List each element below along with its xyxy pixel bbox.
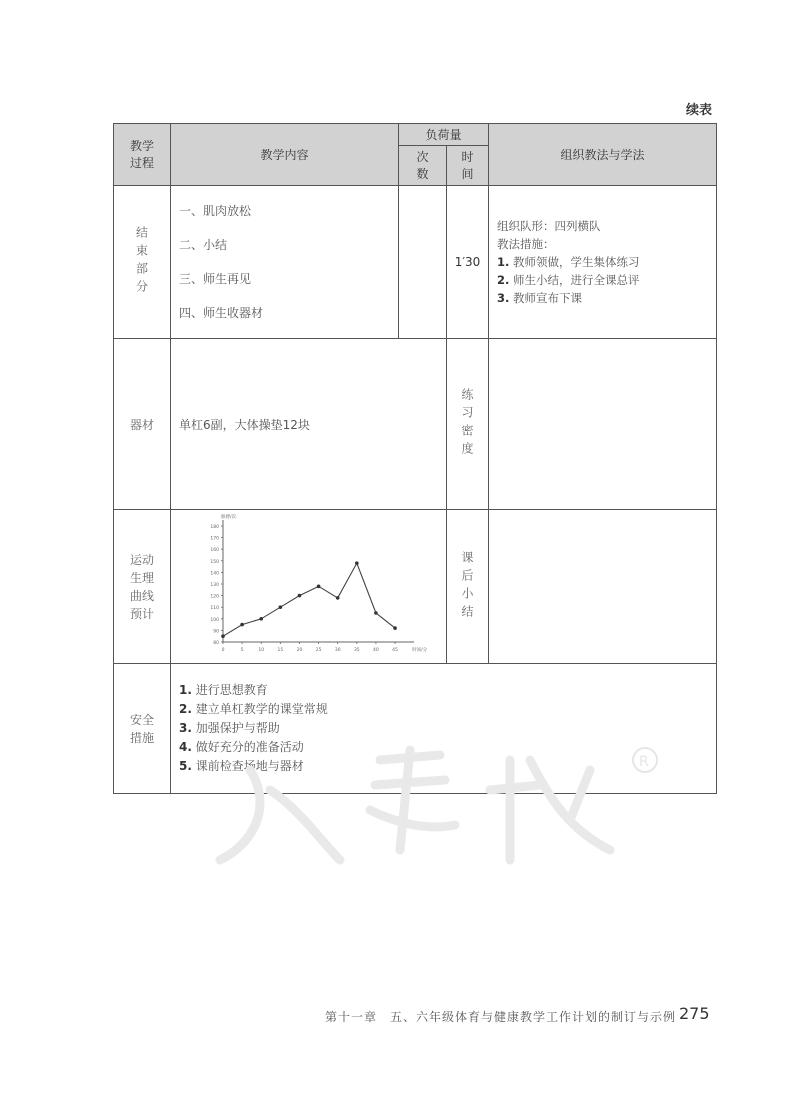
y-tick-label: 150 [210, 559, 219, 565]
method-step: 3. 教师宣布下课 [497, 291, 583, 305]
page-footer: 第十一章 五、六年级体育与健康教学工作计划的制订与示例 [325, 1010, 677, 1024]
header-time: 时间 [447, 146, 489, 186]
header-content: 教学内容 [171, 124, 399, 186]
x-tick-label: 35 [353, 648, 360, 653]
y-tick-label: 90 [213, 629, 219, 635]
safety-item: 3. 加强保护与帮助 [179, 721, 280, 735]
y-tick-label: 80 [213, 641, 219, 646]
pulse-point [355, 561, 359, 565]
pulse-point [298, 594, 302, 598]
y-tick-label: 170 [210, 536, 219, 542]
x-tick-label: 25 [315, 648, 322, 653]
safety-item: 2. 建立单杠教学的课堂常规 [179, 702, 328, 716]
header-stage: 教学过程 [114, 124, 171, 186]
y-axis-label: 脉搏/次 [221, 515, 237, 520]
x-tick-label: 0 [221, 648, 225, 653]
ending-item: 二、小结 [179, 238, 228, 252]
equipment-text: 单杠6副，大体操垫12块 [171, 339, 447, 510]
physiology-curve-chart [175, 512, 451, 662]
x-tick-label: 45 [392, 648, 398, 653]
pulse-point [240, 623, 244, 627]
method-step: 2. 师生小结，进行全课总评 [497, 273, 640, 287]
header-count: 次数 [399, 146, 447, 186]
summary-value-cell [489, 510, 717, 664]
pulse-point [279, 605, 283, 609]
ending-stage-cell [114, 186, 171, 339]
y-tick-label: 180 [210, 525, 219, 530]
pulse-point [317, 585, 321, 589]
ending-method-cell [489, 186, 717, 339]
density-label: 练习密度 [460, 388, 474, 460]
ending-count-cell [399, 186, 447, 339]
density-value-cell [489, 339, 717, 510]
x-tick-label: 15 [277, 648, 284, 653]
safety-label-cell [114, 664, 171, 794]
curve-chart-cell [171, 510, 447, 664]
ending-time-cell: 1′30 [447, 186, 489, 339]
equipment-label: 器材 [114, 339, 171, 510]
ending-content-cell [171, 186, 399, 339]
safety-item: 4. 做好充分的准备活动 [179, 740, 304, 754]
curve-label-cell [114, 510, 171, 664]
header-method: 组织教法与学法 [489, 124, 717, 186]
safety-item: 1. 进行思想教育 [179, 683, 268, 697]
safety-item: 5. 课前检查场地与器材 [179, 759, 304, 773]
x-tick-label: 40 [373, 648, 379, 653]
y-tick-label: 110 [210, 606, 219, 612]
y-tick-label: 160 [210, 548, 219, 554]
ending-item: 三、师生再见 [179, 272, 252, 286]
summary-label-cell [447, 510, 489, 664]
svg-text:R: R [639, 754, 649, 770]
pulse-point [393, 626, 397, 630]
x-tick-label: 20 [296, 648, 303, 653]
header-load: 负荷量 [399, 124, 489, 146]
method-line: 组织队形：四列横队 [497, 219, 601, 233]
ending-stage-label: 结束部分 [134, 226, 149, 298]
safety-label: 安全措施 [129, 712, 154, 745]
x-tick-label: 10 [258, 648, 265, 653]
pulse-point [259, 617, 263, 621]
x-axis-label: 时间/分 [412, 648, 428, 653]
safety-cell [171, 664, 717, 794]
x-tick-label: 30 [334, 648, 341, 653]
x-tick-label: 5 [240, 648, 244, 653]
pulse-curve-line [223, 563, 395, 636]
continued-label: 续表 [685, 103, 712, 118]
pulse-point [221, 634, 225, 638]
pulse-point [374, 611, 378, 615]
y-tick-label: 120 [210, 594, 219, 600]
curve-label: 运动生理曲线预计 [129, 552, 154, 621]
density-label-cell [447, 339, 489, 510]
pulse-point [336, 596, 340, 600]
y-tick-label: 140 [210, 571, 219, 577]
summary-label: 课后小结 [460, 550, 474, 623]
method-step: 1. 教师领做，学生集体练习 [497, 255, 640, 269]
lesson-plan-table [113, 123, 717, 794]
ending-item: 四、师生收器材 [179, 306, 264, 320]
ending-item: 一、肌肉放松 [179, 204, 252, 218]
page-number: 275 [679, 1004, 710, 1023]
y-tick-label: 130 [210, 583, 219, 588]
y-tick-label: 100 [210, 617, 219, 623]
method-line: 教法措施： [497, 237, 555, 251]
